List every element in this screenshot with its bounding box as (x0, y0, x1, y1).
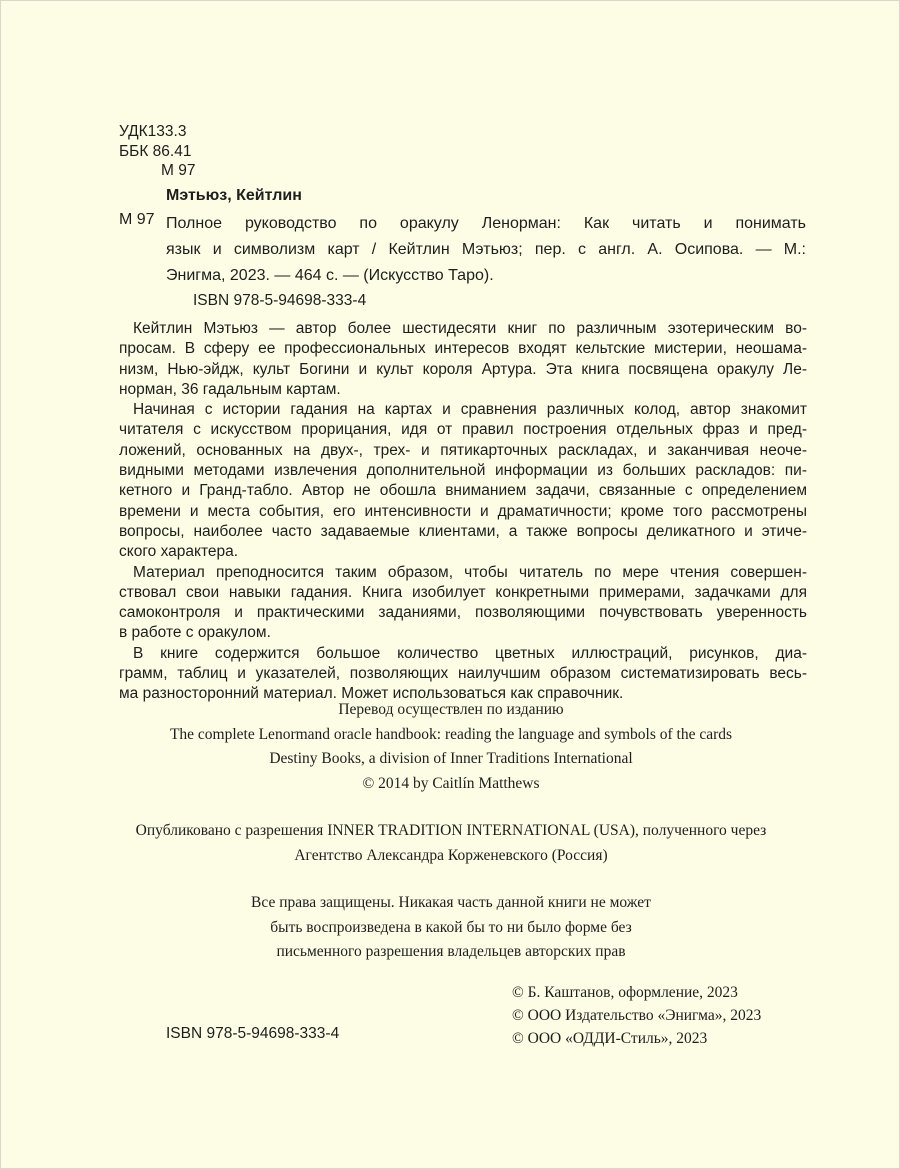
rights-line: быть воспроизведена в какой бы то ни было форме без (270, 918, 632, 936)
publication-note (101, 819, 801, 868)
abstract-line: грамм, таблиц и указателей, позволяющих наилучшим образом систематизировать весь- (119, 665, 807, 683)
udk-code: УДК133.3 (119, 123, 187, 140)
publication-line: Агентство Александра Корженевского (Россия) (294, 846, 608, 864)
translation-line: Перевод осуществлен по изданию (338, 701, 564, 718)
abstract-paragraph (119, 644, 807, 705)
abstract-paragraph (119, 563, 807, 644)
record-code: М 97 (119, 211, 155, 228)
abstract-line: просам. В сферу ее профессиональных интересов входят кельтские мистерии, неошама- (119, 340, 807, 358)
rights-note (101, 891, 801, 965)
original-publisher: Destiny Books, a division of Inner Traditions International (269, 750, 633, 767)
isbn-bottom: ISBN 978-5-94698-333-4 (166, 1025, 340, 1042)
abstract-line: в работе с оракулом. (119, 624, 271, 642)
author-name: Мэтьюз, Кейтлин (166, 187, 302, 204)
original-title: The complete Lenormand oracle handbook: reading the language and symbols of the cards (169, 725, 733, 743)
abstract (119, 319, 807, 705)
bibliographic-description (166, 211, 806, 289)
abstract-line: ствовал свои навыки гадания. Книга изобилует конкретными примерами, задачками для (119, 583, 807, 601)
title-line: Полное руководство по оракулу Ленорман: Как читать и понимать (166, 215, 806, 232)
classification-block (119, 122, 195, 181)
abstract-line: ложений, основанных на двух-, трех- и пятикарточных раскладах, и заканчивая неоче- (119, 441, 807, 459)
copyright-line: © ООО Издательство «Энигма», 2023 (512, 1007, 762, 1024)
abstract-line: вопросы, наиболее часто задаваемые клиентами, а также вопросы деликатного и этиче- (119, 522, 807, 540)
abstract-line: Кейтлин Мэтьюз — автор более шестидесяти книг по различным эзотерическим во- (133, 320, 807, 337)
abstract-line: В книге содержится большое количество цветных иллюстраций, рисунков, диа- (133, 644, 807, 662)
abstract-line: ма разносторонний материал. Может использоваться как справочник. (119, 685, 624, 703)
translation-note (101, 698, 801, 796)
abstract-paragraph (119, 319, 807, 400)
title-line: Энигма, 2023. — 464 с. — (Искусство Таро). (166, 267, 494, 284)
abstract-line: кетного и Гранд-табло. Автор не обошла вниманием задачи, связанные с определением (119, 482, 807, 500)
abstract-line: времени и места события, его интенсивности и драматичности; кроме того рассмотрены (119, 502, 807, 520)
copyright-line: © Б. Каштанов, оформление, 2023 (512, 984, 738, 1001)
copyright-line: © ООО «ОДДИ-Стиль», 2023 (512, 1030, 708, 1047)
abstract-line: низм, Нью-эйдж, культ Богини и культ короля Артура. Эта книга посвящена оракулу Ле- (119, 360, 807, 378)
bbk-code: ББК 86.41 (119, 142, 192, 160)
abstract-line: ского характера. (119, 543, 239, 561)
abstract-line: Материал преподносится таким образом, чтобы читатель по мере чтения совершен- (133, 563, 807, 581)
abstract-line: Начиная с истории гадания на картах и сравнения различных колод, автор знакомит (133, 401, 807, 419)
isbn-top: ISBN 978-5-94698-333-4 (193, 292, 367, 309)
publication-line: Опубликовано с разрешения INNER TRADITION INTERNATIONAL (USA), полученного через (135, 822, 767, 839)
copyright-block (512, 981, 761, 1050)
abstract-line: норман, 36 гадальным картам. (119, 380, 341, 398)
abstract-line: самоконтроля и практическими заданиями, позволяющими почувствовать уверенность (119, 604, 807, 622)
author-mark: М 97 (161, 162, 196, 179)
rights-line: письменного разрешения владельцев авторских прав (276, 943, 626, 960)
abstract-paragraph (119, 400, 807, 562)
abstract-line: читателя с искусством прорицания, идя от правил построения отдельных фраз и пред- (119, 421, 807, 439)
original-copyright: © 2014 by Caitlín Matthews (362, 774, 540, 792)
rights-line: Все права защищены. Никакая часть данной книги не может (251, 894, 651, 911)
abstract-line: видными методами извлечения дополнительной информации из больших раскладов: пи- (119, 462, 807, 480)
title-line: язык и символизм карт / Кейтлин Мэтьюз; пер. с англ. А. Осипова. — М.: (166, 241, 806, 258)
